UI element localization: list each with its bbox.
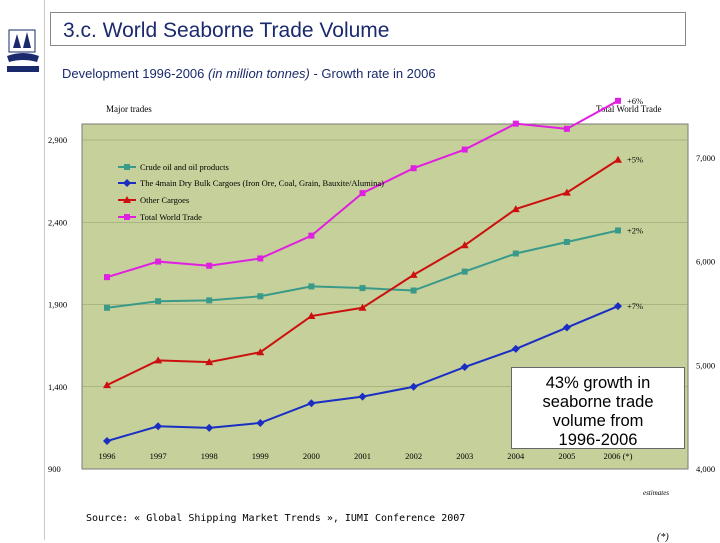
footnote: (*) bbox=[657, 532, 669, 543]
data-point bbox=[564, 239, 570, 245]
data-point bbox=[124, 164, 130, 170]
data-point bbox=[104, 305, 110, 311]
growth-label: +2% bbox=[627, 225, 644, 236]
x-tick-label: 1996 bbox=[98, 451, 116, 461]
x-tick-label: 2001 bbox=[354, 451, 371, 461]
data-point bbox=[308, 283, 314, 289]
data-point bbox=[155, 298, 161, 304]
subtitle-tail: - Growth rate in 2006 bbox=[309, 66, 436, 81]
growth-label: +6% bbox=[627, 95, 644, 106]
data-point bbox=[308, 233, 314, 239]
y-tick-label-left: 900 bbox=[48, 464, 61, 474]
x-tick-label: 1998 bbox=[200, 451, 218, 461]
y-tick-label-left: 1,900 bbox=[48, 299, 68, 310]
y-tick-label-right: 4,000 bbox=[696, 464, 716, 474]
y-tick-label-left: 1,400 bbox=[48, 381, 68, 392]
x-tick-label: 1999 bbox=[251, 451, 269, 461]
source-note: Source: « Global Shipping Market Trends », IUMI Conference 2007 bbox=[86, 513, 466, 524]
growth-label: +7% bbox=[627, 301, 644, 312]
x-tick-label: 2004 bbox=[507, 451, 525, 461]
data-point bbox=[411, 165, 417, 171]
page-title: 3.c. World Seaborne Trade Volume bbox=[63, 19, 390, 42]
callout-line: 43% growth in bbox=[545, 374, 651, 392]
data-point bbox=[206, 263, 212, 269]
x-tick-label: 2006 (*) bbox=[603, 451, 633, 461]
data-point bbox=[462, 269, 468, 275]
data-point bbox=[564, 126, 570, 132]
legend-label: Other Cargoes bbox=[140, 195, 190, 205]
data-point bbox=[615, 98, 621, 104]
right-axis-title: Total World Trade bbox=[596, 104, 662, 114]
legend-label: Total World Trade bbox=[140, 212, 202, 222]
x-tick-label: 2005 bbox=[558, 451, 576, 461]
y-tick-label-left: 2,900 bbox=[48, 135, 68, 145]
x-annotation: estimates bbox=[642, 489, 670, 497]
x-tick-label: 2000 bbox=[302, 451, 320, 461]
data-point bbox=[257, 255, 263, 261]
y-tick-label-left: 2,400 bbox=[48, 217, 68, 228]
data-point bbox=[360, 285, 366, 291]
y-tick-label-right: 7,000 bbox=[696, 152, 716, 163]
data-point bbox=[257, 293, 263, 299]
data-point bbox=[462, 147, 468, 153]
legend-label: Crude oil and oil products bbox=[140, 162, 229, 172]
y-tick-label-right: 5,000 bbox=[696, 360, 716, 371]
callout-line: volume from bbox=[552, 412, 644, 430]
x-tick-label: 1997 bbox=[149, 451, 167, 461]
data-point bbox=[124, 214, 130, 220]
callout-line: 1996-2006 bbox=[558, 431, 638, 449]
growth-label: +5% bbox=[627, 154, 644, 165]
left-axis-title: Major trades bbox=[106, 104, 152, 114]
y-tick-label-right: 6,000 bbox=[696, 256, 716, 267]
data-point bbox=[104, 274, 110, 280]
data-point bbox=[411, 288, 417, 294]
callout-line: seaborne trade bbox=[542, 393, 654, 411]
x-tick-label: 2002 bbox=[405, 451, 423, 461]
data-point bbox=[513, 121, 519, 127]
subtitle-main: Development 1996-2006 bbox=[62, 66, 208, 81]
data-point bbox=[206, 297, 212, 303]
data-point bbox=[615, 227, 621, 233]
x-tick-label: 2003 bbox=[456, 451, 474, 461]
data-point bbox=[360, 190, 366, 196]
data-point bbox=[513, 251, 519, 257]
legend-label: The 4main Dry Bulk Cargoes (Iron Ore, Coal, Grain, Bauxite/Alumina) bbox=[140, 178, 384, 188]
data-point bbox=[155, 259, 161, 265]
subtitle-italic: (in million tonnes) bbox=[208, 66, 310, 81]
callout-box bbox=[511, 367, 685, 449]
